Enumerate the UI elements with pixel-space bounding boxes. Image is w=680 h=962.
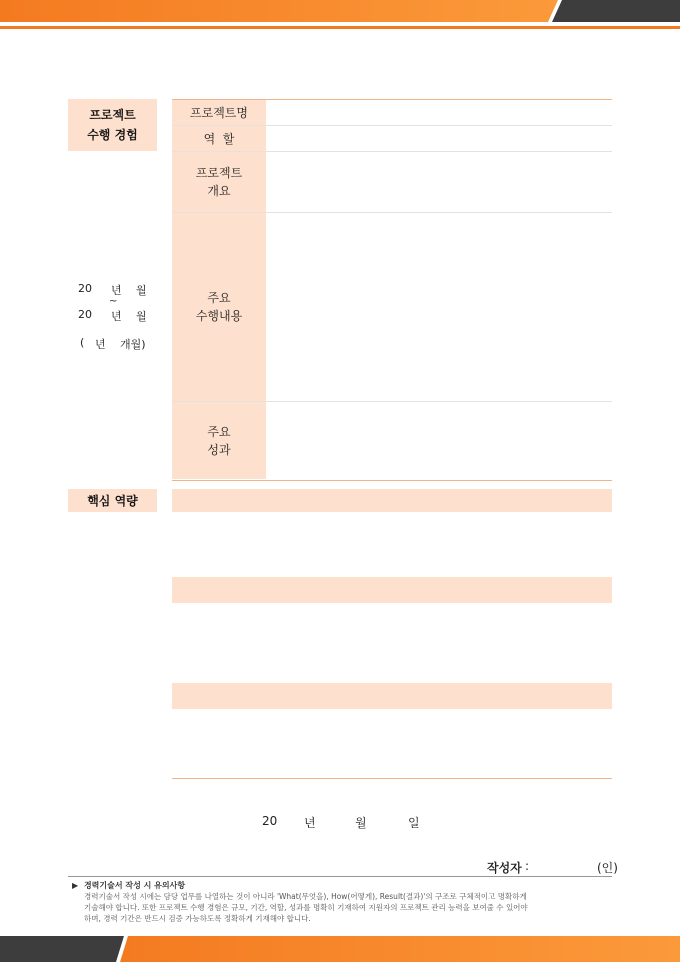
project-name-label: 프로젝트명 [172,100,266,125]
bottom-banner [0,936,680,962]
author-line [0,859,680,877]
notes-divider [68,876,612,877]
author-colon: : [525,859,530,873]
competency-band-1 [172,489,612,512]
competency-bottom-border [172,778,612,779]
competency-header: 핵심 역량 [68,489,157,512]
date-line [0,814,680,832]
main-tasks-label: 주요 수행내용 [172,213,266,401]
bullet-icon: ▶ [72,881,79,890]
period-tilde: ~ [109,296,118,307]
results-label: 주요 성과 [172,402,266,479]
competency-band-3 [172,683,612,709]
date-year-prefix: 20 [262,814,278,828]
experience-header-line1: 프로젝트 [89,108,136,122]
notes-line-1: 경력기술서 작성 시에는 담당 업무를 나열하는 것이 아니라 'What(무엇을), How(어떻게), Result(결과)'의 구조로 구체적이고 명확하게 [84,892,527,901]
period-duration: ( 년 개월) [80,336,146,351]
author-label: 작성자 [487,861,522,875]
notes [72,880,612,924]
bottom-banner-graphic [0,936,680,962]
notes-line-3: 하며, 경력 기간은 반드시 검증 가능하도록 정확하게 기재해야 합니다. [84,914,311,923]
period-to: 20 년 월 [78,308,147,323]
role-label: 역 할 [172,126,266,151]
date-month: 월 [355,816,367,830]
author-seal: (인) [597,861,618,875]
period-from: 20 년 월 [78,282,147,297]
experience-header [68,99,157,151]
competency-band-2 [172,577,612,603]
top-banner-graphic [0,0,680,34]
notes-title: 경력기술서 작성 시 유의사항 [83,881,186,890]
experience-bottom-border [172,480,612,481]
notes-line-2: 기술해야 합니다. 또한 프로젝트 수행 경험은 규모, 기간, 역할, 성과를 명확히 기재하여 지원자의 프로젝트 관리 능력을 보여줄 수 있어야 [84,903,528,912]
overview-label: 프로젝트 개요 [172,152,266,212]
date-day: 일 [408,816,420,830]
notes-title-row [72,880,612,891]
top-banner [0,0,680,34]
experience-header-line2: 수행 경험 [87,128,138,142]
date-year: 년 [304,816,316,830]
